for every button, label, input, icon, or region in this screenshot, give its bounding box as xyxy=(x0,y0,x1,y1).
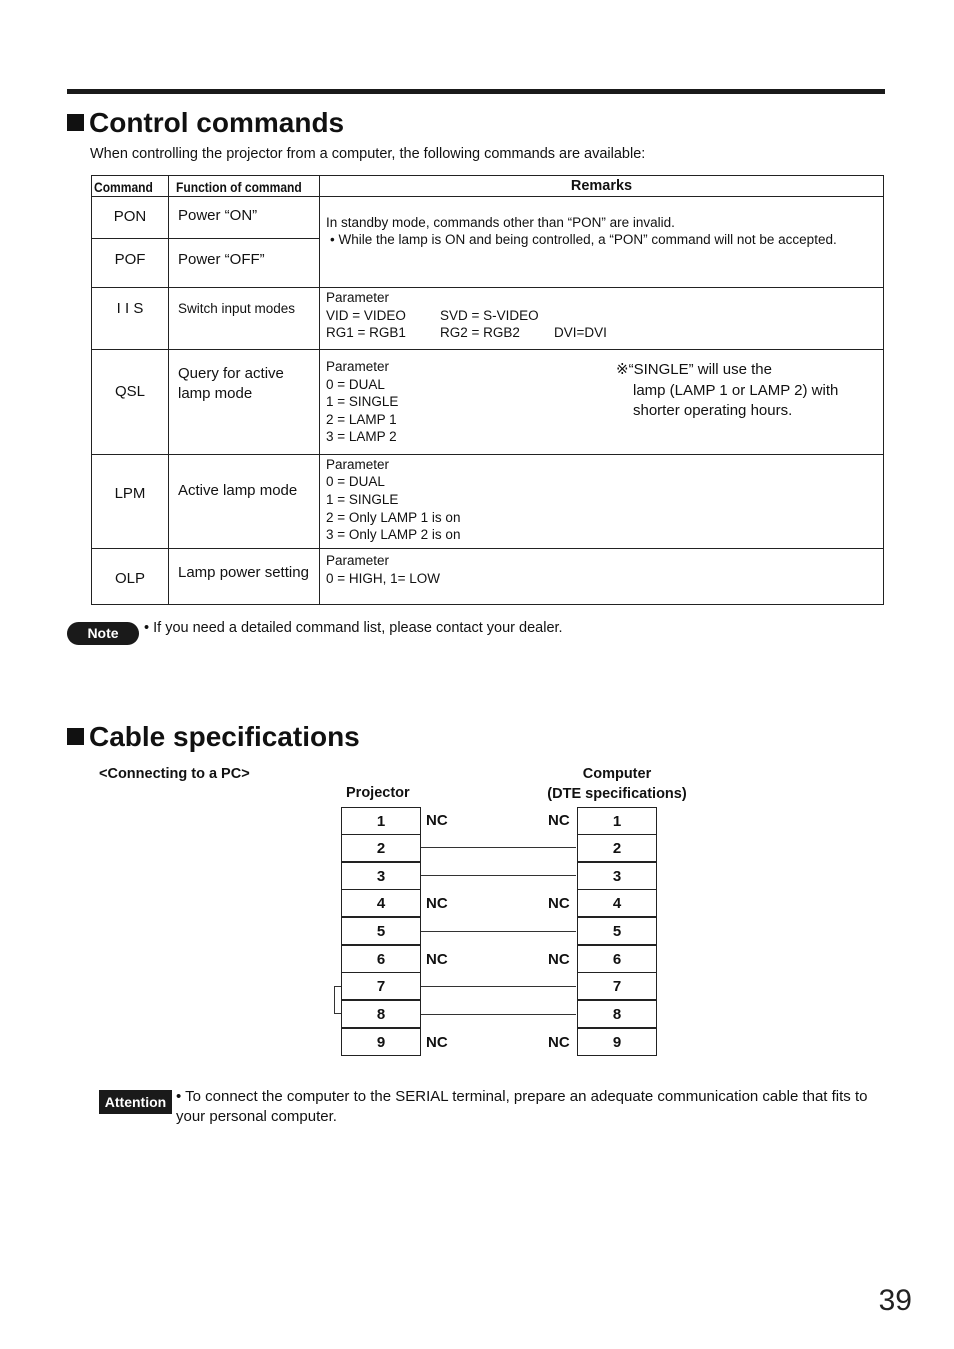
computer-pin-5: 5 xyxy=(577,917,657,945)
qsl-param: Parameter xyxy=(326,359,390,374)
computer-pin-4: 4 xyxy=(577,889,657,917)
header-remarks: Remarks xyxy=(570,178,633,194)
fn-iis: Switch input modes xyxy=(178,301,296,316)
iis-svd: SVD = S-VIDEO xyxy=(440,308,539,323)
square-bullet-icon xyxy=(67,114,84,131)
wire-2-3 xyxy=(421,847,576,848)
nc-label-proj-6: NC xyxy=(426,951,448,968)
projector-pin-4: 4 xyxy=(341,889,421,917)
page-number: 39 xyxy=(878,1284,912,1317)
qsl-p2: 2 = LAMP 1 xyxy=(326,412,397,427)
qsl-note-1: ※“SINGLE” will use the xyxy=(616,361,772,378)
projector-pin-7: 7 xyxy=(341,972,421,1000)
command-table xyxy=(91,175,884,605)
cmd-qsl: QSL xyxy=(114,383,145,400)
iis-rg2: RG2 = RGB2 xyxy=(440,325,520,340)
nc-label-proj-9: NC xyxy=(426,1034,448,1051)
computer-pin-7: 7 xyxy=(577,972,657,1000)
nc-label-comp-1: NC xyxy=(548,812,570,829)
projector-pin-9: 9 xyxy=(341,1028,421,1056)
projector-pin-6: 6 xyxy=(341,945,421,973)
nc-label-comp-4: NC xyxy=(548,895,570,912)
note-badge: Note xyxy=(67,622,139,645)
projector-pin-2: 2 xyxy=(341,834,421,862)
nc-label-comp-6: NC xyxy=(548,951,570,968)
fn-pof: Power “OFF” xyxy=(178,251,265,268)
qsl-p3: 3 = LAMP 2 xyxy=(326,429,397,444)
projector-pin-3: 3 xyxy=(341,862,421,890)
computer-pin-8: 8 xyxy=(577,1000,657,1028)
fn-qsl: Query for active lamp mode xyxy=(178,365,284,402)
header-function: Function of command xyxy=(176,179,302,195)
cmd-pof: POF xyxy=(114,251,146,268)
iis-dvi: DVI=DVI xyxy=(554,325,607,340)
lpm-p2: 2 = Only LAMP 1 is on xyxy=(326,510,461,525)
computer-pin-1: 1 xyxy=(577,807,657,835)
cmd-iis: I I S xyxy=(116,300,144,317)
loopback-bracket xyxy=(334,986,341,1014)
qsl-p1: 1 = SINGLE xyxy=(326,394,399,409)
computer-label: Computer xyxy=(582,766,652,782)
connecting-label: <Connecting to a PC> xyxy=(99,766,250,782)
section-title-cable-specifications: Cable specifications xyxy=(67,721,360,753)
wire-7-8 xyxy=(421,986,576,987)
computer-pin-9: 9 xyxy=(577,1028,657,1056)
attention-text: • To connect the computer to the SERIAL terminal, prepare an adequate communication cable that fits to your personal computer. xyxy=(176,1088,868,1125)
qsl-note-2: lamp (LAMP 1 or LAMP 2) with xyxy=(633,382,839,399)
computer-pin-2: 2 xyxy=(577,834,657,862)
qsl-p0: 0 = DUAL xyxy=(326,377,385,392)
projector-pin-1: 1 xyxy=(341,807,421,835)
intro-text: When controlling the projector from a computer, the following commands are available: xyxy=(90,146,646,162)
cmd-olp: OLP xyxy=(114,570,145,587)
nc-label-proj-1: NC xyxy=(426,812,448,829)
projector-pin-5: 5 xyxy=(341,917,421,945)
fn-lpm: Active lamp mode xyxy=(178,482,298,499)
wire-3-2 xyxy=(421,875,576,876)
nc-label-proj-4: NC xyxy=(426,895,448,912)
fn-olp: Lamp power setting xyxy=(178,564,309,581)
lpm-param: Parameter xyxy=(326,457,390,472)
computer-pin-6: 6 xyxy=(577,945,657,973)
olp-param: Parameter xyxy=(326,553,390,568)
fn-pon: Power “ON” xyxy=(178,207,258,224)
dte-label: (DTE specifications) xyxy=(547,786,687,802)
projector-label: Projector xyxy=(346,785,410,801)
note-text: • If you need a detailed command list, please contact your dealer. xyxy=(144,620,563,636)
lpm-p0: 0 = DUAL xyxy=(326,474,385,489)
iis-rg1: RG1 = RGB1 xyxy=(326,325,406,340)
qsl-note-3: shorter operating hours. xyxy=(633,402,793,419)
lpm-p3: 3 = Only LAMP 2 is on xyxy=(326,527,461,542)
cmd-pon: PON xyxy=(113,208,147,225)
remark-power-1: In standby mode, commands other than “PON” are invalid. xyxy=(326,215,675,230)
iis-param: Parameter xyxy=(326,290,390,305)
attention-badge: Attention xyxy=(99,1090,172,1114)
iis-vid: VID = VIDEO xyxy=(326,308,406,323)
wire-5-5 xyxy=(421,931,576,932)
section-title-control-commands: Control commands xyxy=(67,107,344,139)
computer-pin-3: 3 xyxy=(577,862,657,890)
olp-p0: 0 = HIGH, 1= LOW xyxy=(326,571,441,586)
lpm-p1: 1 = SINGLE xyxy=(326,492,399,507)
wire-8-7 xyxy=(421,1014,576,1015)
top-rule xyxy=(67,89,885,94)
nc-label-comp-9: NC xyxy=(548,1034,570,1051)
square-bullet-icon xyxy=(67,728,84,745)
remark-power-2: • While the lamp is ON and being controlled, a “PON” command will not be accepted. xyxy=(330,232,837,247)
cmd-lpm: LPM xyxy=(114,485,146,502)
header-command: Command xyxy=(94,179,153,195)
projector-pin-8: 8 xyxy=(341,1000,421,1028)
